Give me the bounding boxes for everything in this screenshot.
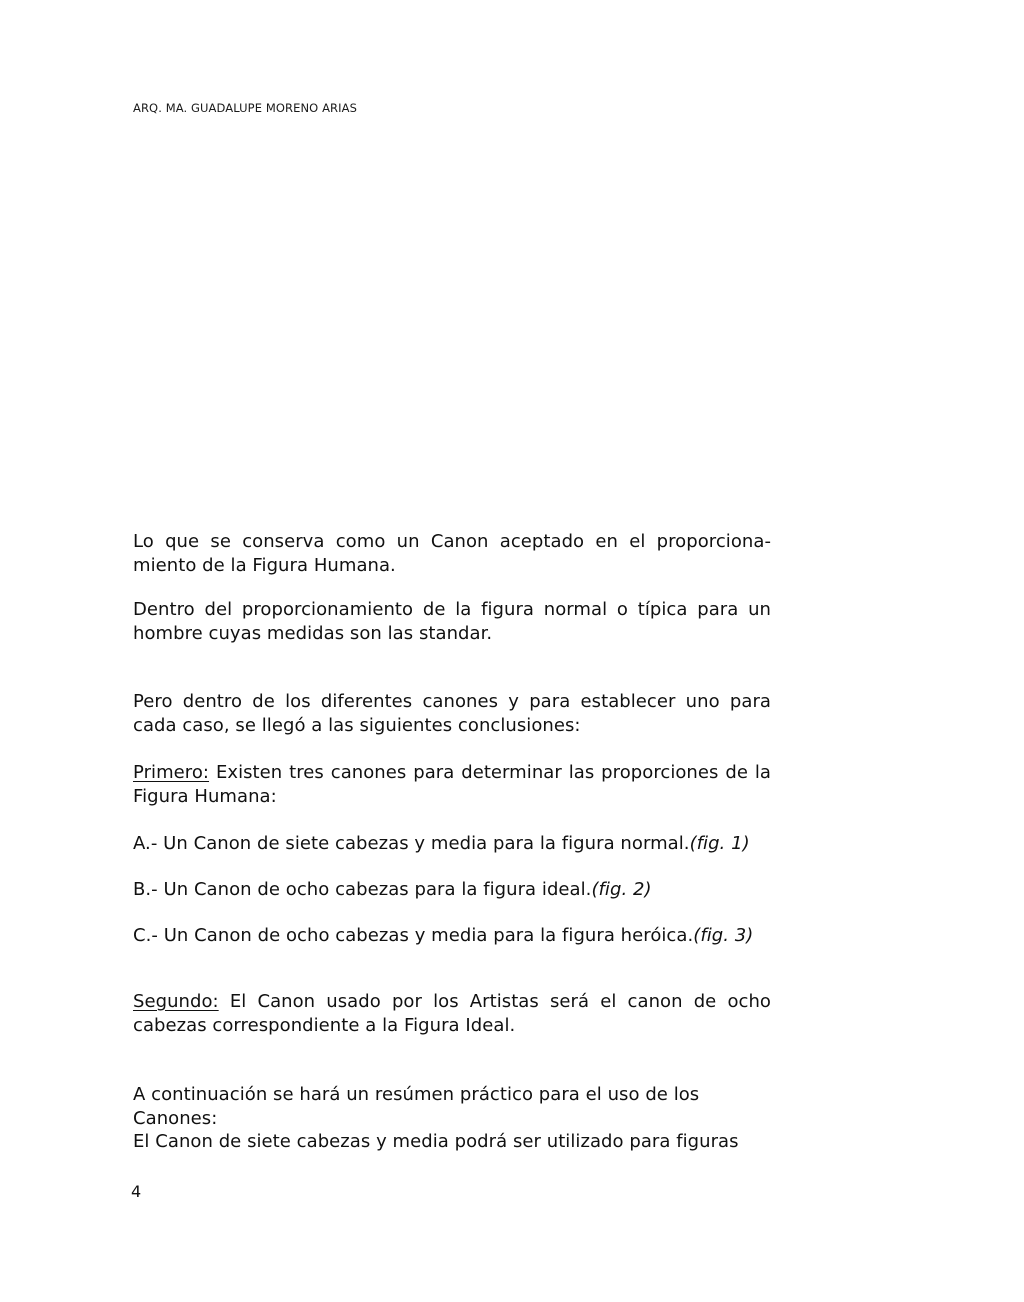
segundo-text: El Canon usado por los Artistas será el canon de ocho cabezas correspondiente a la Figura Ideal. (133, 991, 771, 1036)
page-header-author: ARQ. MA. GUADALUPE MORENO ARIAS (133, 101, 357, 115)
paragraph-normal-figure: Dentro del proporcionamiento de la figura normal o típica para un hombre cuyas medidas son las standar. (133, 599, 771, 644)
paragraph-primero (133, 761, 771, 809)
paragraph-canon-intro: Lo que se conserva como un Canon aceptado en el proporciona-miento de la Figura Humana. (133, 531, 771, 576)
list-item-canon-b (133, 878, 771, 902)
list-item-text: B.- Un Canon de ocho cabezas para la figura ideal. (133, 879, 592, 900)
figure-reference: (fig. 3) (693, 925, 754, 946)
paragraph-seven-heads-usage: El Canon de siete cabezas y media podrá ser utilizado para figuras (133, 1131, 739, 1152)
figure-reference: (fig. 1) (689, 833, 750, 854)
primero-text: Existen tres canones para determinar las proporciones de la Figura Humana: (133, 762, 771, 807)
paragraph-summary-intro: A continuación se hará un resúmen práctico para el uso de los Canones: (133, 1084, 700, 1129)
figure-reference: (fig. 2) (591, 879, 652, 900)
list-item-canon-c (133, 924, 771, 948)
list-item-text: A.- Un Canon de siete cabezas y media para la figura normal. (133, 833, 690, 854)
paragraph-conclusions: Pero dentro de los diferentes canones y para establecer uno para cada caso, se llegó a las siguientes conclusiones: (133, 691, 771, 736)
list-item-canon-a (133, 832, 771, 856)
primero-label: Primero: (133, 762, 210, 783)
paragraph-segundo (133, 990, 771, 1038)
segundo-label: Segundo: (133, 991, 219, 1012)
list-item-text: C.- Un Canon de ocho cabezas y media para la figura heróica. (133, 925, 694, 946)
page-number: 4 (131, 1182, 142, 1201)
